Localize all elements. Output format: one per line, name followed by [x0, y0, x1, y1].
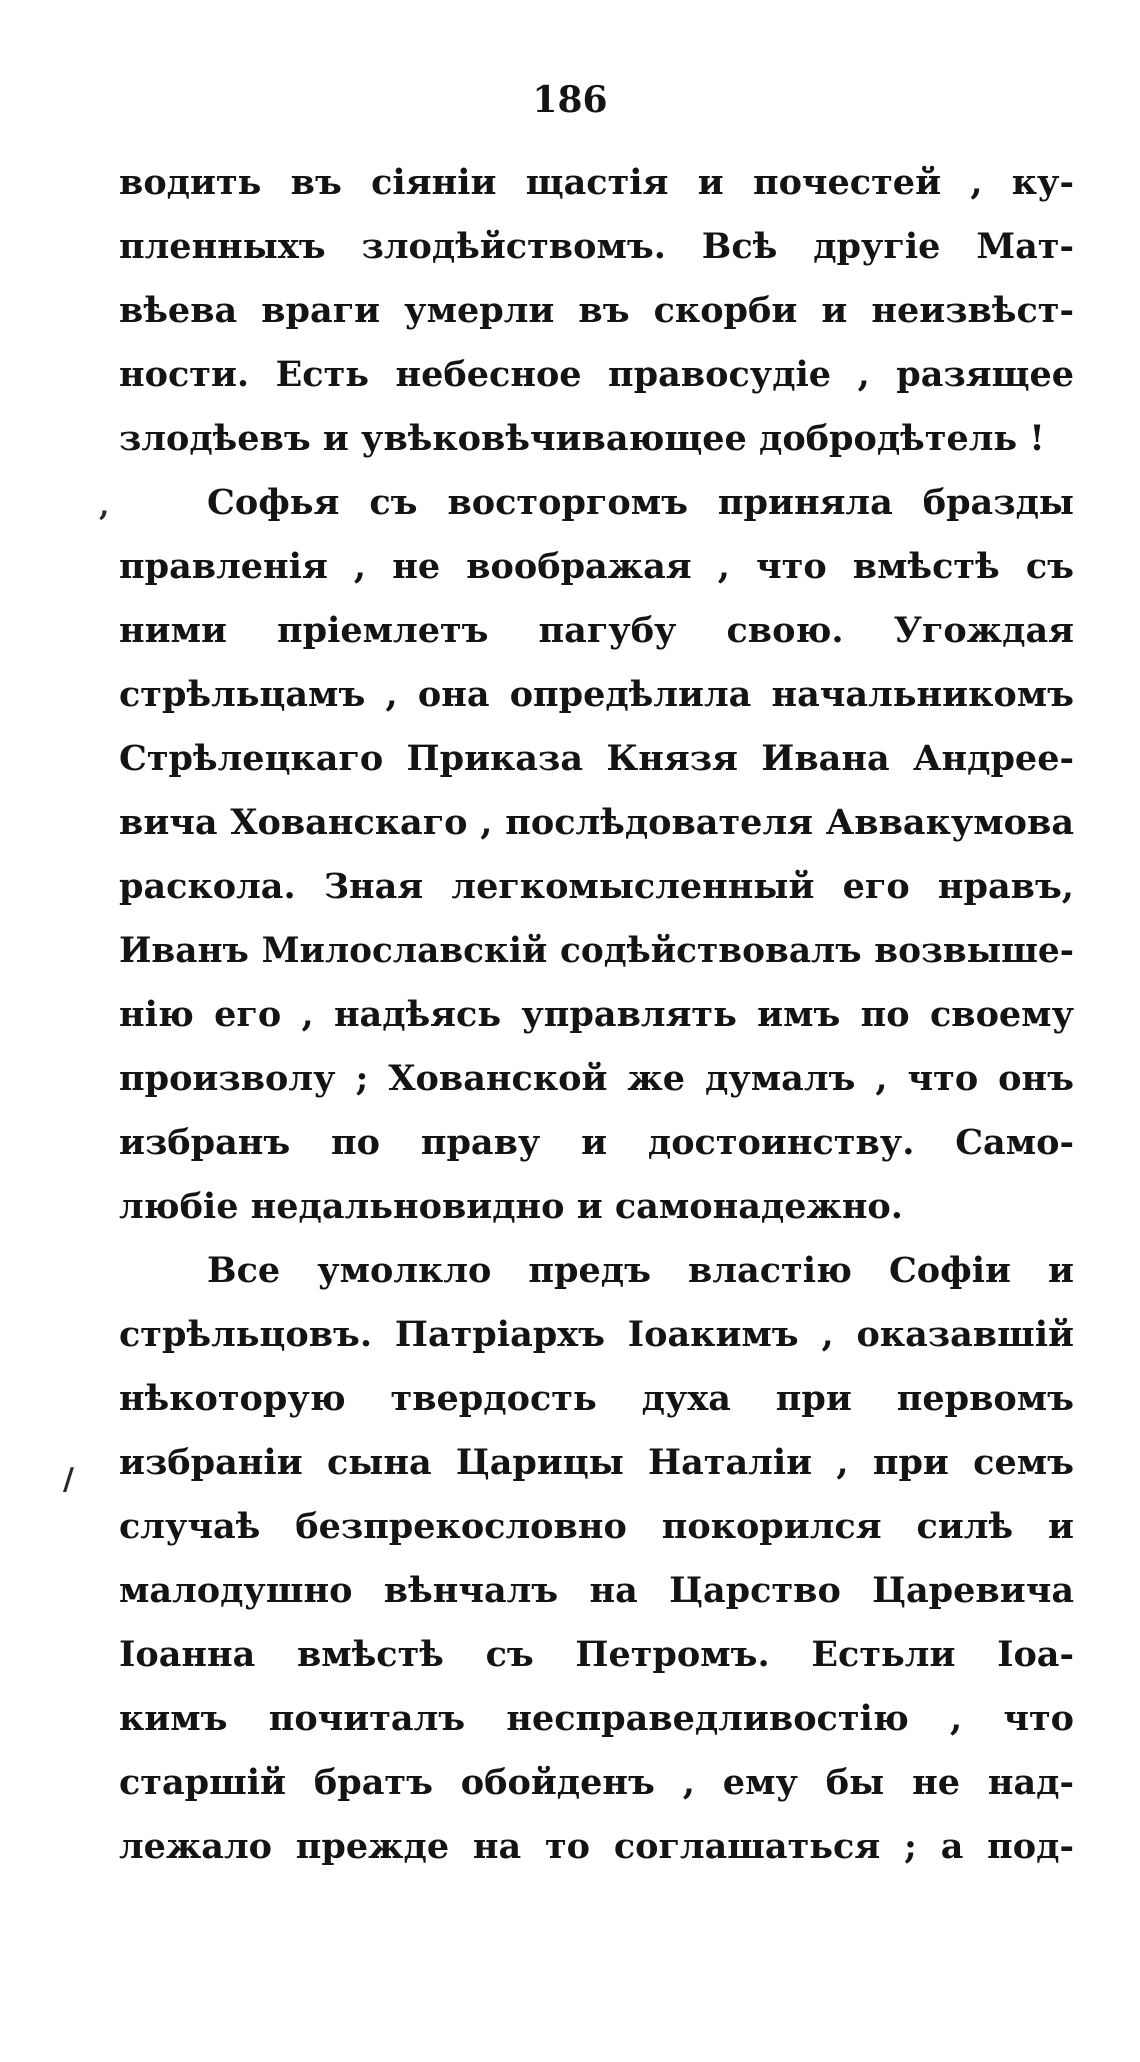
body-text: [119, 151, 1074, 1879]
text-line: кимъ почиталъ несправедливостію , что: [119, 1698, 1074, 1739]
text-line: раскола. Зная легкомысленный его нравъ,: [119, 866, 1074, 907]
page-number: 186: [532, 79, 608, 121]
text-line: ности. Есть небесное правосудіе , разящее: [119, 354, 1074, 395]
text-line: старшій братъ обойденъ , ему бы не над-: [119, 1762, 1074, 1803]
text-line: стрѣльцовъ. Патріархъ Іоакимъ , оказавшій: [119, 1314, 1074, 1355]
text-line: водить въ сіяніи щастія и почестей , ку-: [119, 162, 1074, 203]
text-line: вѣева враги умерли въ скорби и неизвѣст-: [119, 290, 1074, 331]
text-line: избранъ по праву и достоинству. Само-: [119, 1122, 1074, 1163]
text-line: злодѣевъ и увѣковѣчивающее добродѣтель !: [119, 418, 1045, 459]
text-line: пленныхъ злодѣйствомъ. Всѣ другіе Мат-: [119, 226, 1074, 267]
text-line: вича Хованскаго , послѣдователя Аввакумова: [119, 802, 1074, 843]
text-line: Иванъ Милославскій содѣйствовалъ возвыше-: [119, 931, 1074, 971]
paragraph: [119, 151, 1074, 471]
text-line: лежало прежде на то соглашаться ; а под-: [119, 1826, 1074, 1867]
text-line: случаѣ безпрекословно покорился силѣ и: [119, 1506, 1074, 1547]
text-line: правленія , не воображая , что вмѣстѣ съ: [119, 546, 1074, 587]
paragraph: [119, 1239, 1074, 1879]
text-line: произволу ; Хованской же думалъ , что онъ: [119, 1058, 1074, 1099]
text-line: любіе недальновидно и самонадежно.: [119, 1186, 903, 1227]
text-line: Стрѣлецкаго Приказа Князя Ивана Андрее-: [119, 738, 1074, 779]
margin-mark: ,: [99, 488, 110, 523]
text-line: малодушно вѣнчалъ на Царство Царевича: [119, 1570, 1074, 1611]
margin-mark: /: [63, 1462, 74, 1497]
text-line: стрѣльцамъ , она опредѣлила начальникомъ: [119, 674, 1074, 715]
paragraph: [119, 471, 1074, 1239]
text-line: ними пріемлетъ пагубу свою. Угождая: [119, 610, 1074, 651]
text-line: избраніи сына Царицы Наталіи , при семъ: [119, 1442, 1074, 1483]
text-line: нѣкоторую твердость духа при первомъ: [119, 1378, 1074, 1419]
text-line: Все умолкло предъ властію Софіи и: [207, 1250, 1074, 1291]
text-line: Софья съ восторгомъ приняла бразды: [207, 482, 1074, 523]
text-line: нію его , надѣясь управлять имъ по своему: [119, 994, 1074, 1035]
text-line: Іоанна вмѣстѣ съ Петромъ. Естьли Іоа-: [119, 1634, 1074, 1675]
